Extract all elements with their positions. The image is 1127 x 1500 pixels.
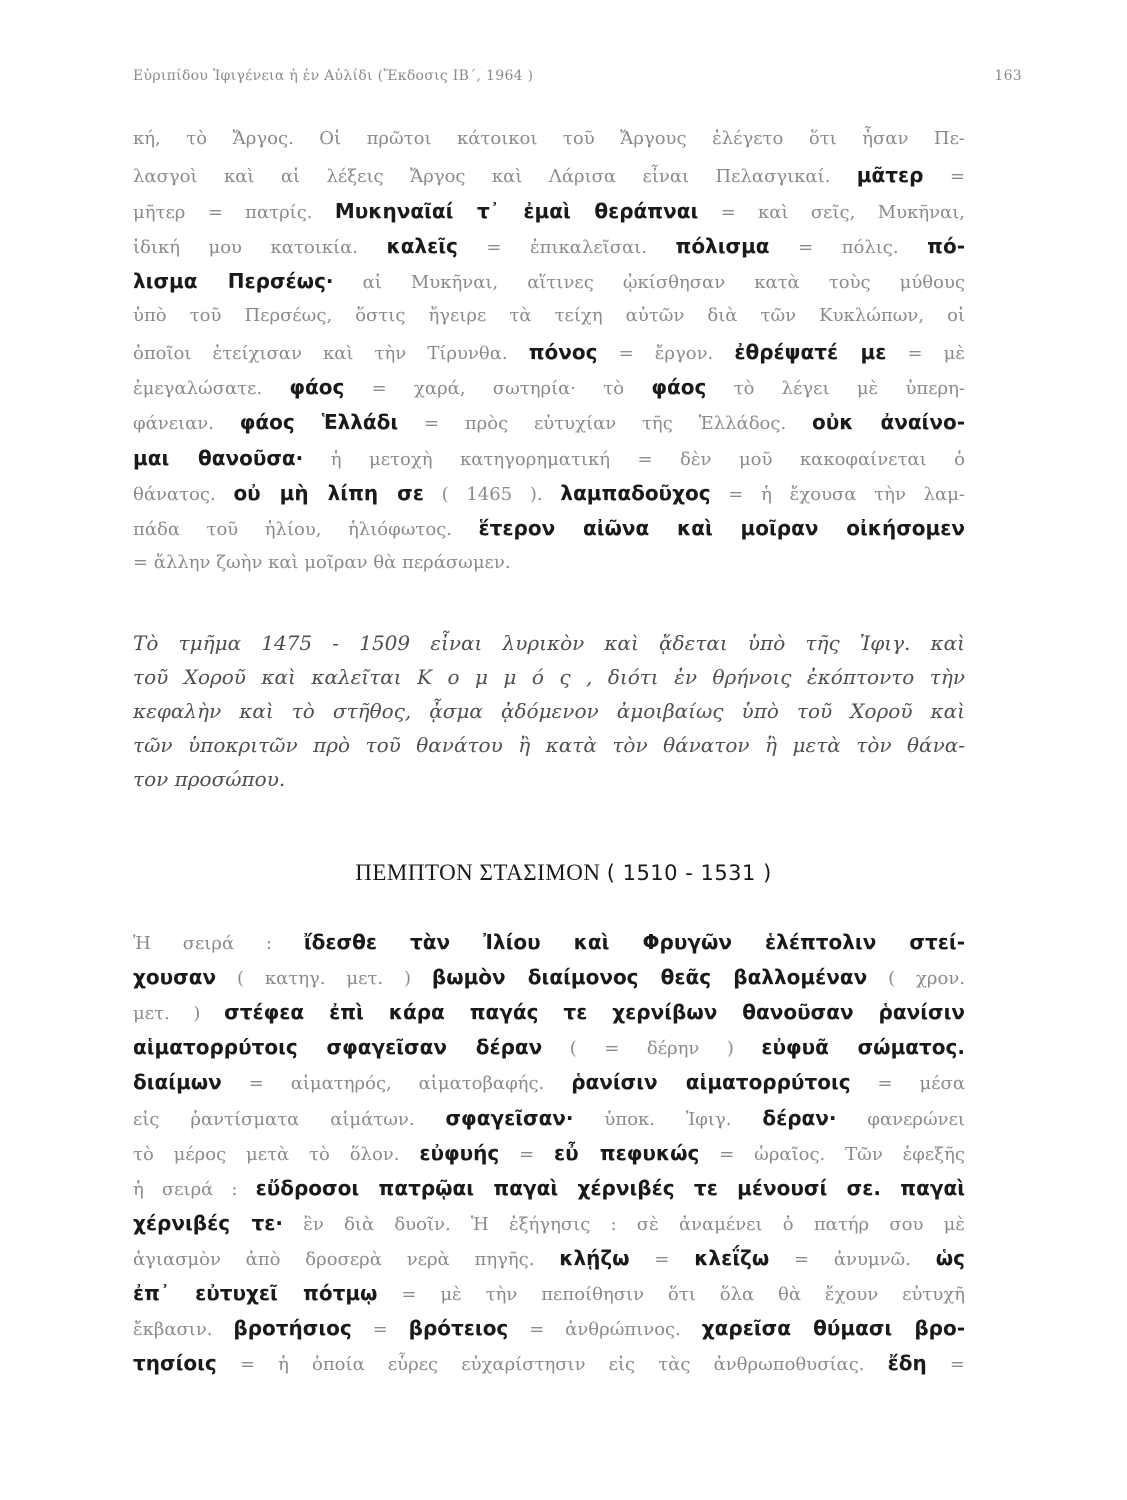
text-line (133, 1000, 965, 1024)
gloss-text: = καὶ σεῖς, Μυκῆναι, (698, 201, 965, 223)
gloss-text: ( 1465 ). (423, 484, 561, 505)
lemma-text: χέρνιβές τε· (133, 1210, 284, 1235)
gloss-text: θάνατος. (133, 484, 234, 505)
lemma-text: δέραν· (762, 1105, 837, 1130)
running-header (133, 68, 1022, 84)
section-heading (0, 860, 1127, 886)
lemma-text: Μυκηναῖαί τ᾽ ἐμαὶ θεράπναι (334, 198, 699, 223)
lemma-text: φάος (289, 375, 345, 400)
lemma-text: χαρεῖσα θύμασι βρο- (701, 1316, 965, 1341)
lemma-text: κλῄζω (559, 1245, 630, 1270)
text-line (133, 340, 965, 364)
section-line-range: ( 1510 - 1531 ) (606, 861, 772, 885)
gloss-text: ἡ σειρά : (133, 1178, 256, 1200)
gloss-text: φάνειαν. (133, 413, 240, 435)
text-line (133, 1211, 965, 1235)
note-line: Τὸ τμῆμα 1475 - 1509 εἶναι λυρικὸν καὶ ᾄδεται ὑπὸ τῆς Ἰφιγ. καὶ (133, 631, 965, 655)
text-line (133, 375, 965, 399)
text-line (133, 234, 965, 258)
text-line (133, 199, 965, 223)
gloss-text: ἓν διὰ δυοῖν. Ἡ ἐξήγησις : σὲ ἀναμένει ὁ πατήρ σου μὲ (283, 1213, 965, 1235)
gloss-text: = (923, 166, 965, 188)
text-line (133, 1035, 965, 1059)
gloss-text: ( κατηγ. μετ. ) (216, 968, 432, 990)
gloss-text: = ἡ ὁποία εὗρες εὐχαρίστησιν εἰς τὰς ἀνθρωποθυσίας. (216, 1354, 888, 1376)
lemma-text: ῥανίσιν αἱματορρύτοις (571, 1070, 851, 1095)
gloss-text: = μὲ (886, 342, 966, 364)
gloss-text: ἰδική μου κατοικία. (133, 236, 387, 258)
gloss-text: = (351, 1319, 409, 1341)
gloss-text: ὑποκ. Ἰφιγ. (573, 1108, 763, 1130)
lemma-text: φάος Ἑλλάδι (239, 410, 399, 435)
gloss-text: ὁποῖοι ἐτείχισαν καὶ τὴν Τίρυνθα. (133, 342, 529, 364)
lemma-text: διαίμων (133, 1070, 222, 1095)
lemma-text: τησίοις (133, 1351, 217, 1376)
gloss-text: κή, τὸ Ἄργος. Οἱ πρῶτοι κάτοικοι τοῦ Ἄργους ἐλέγετο ὅτι ἦσαν Πε- (133, 128, 965, 149)
lemma-text: πόλισμα (675, 233, 770, 258)
lemma-text: πό- (927, 233, 966, 258)
gloss-text: ἔκβασιν. (133, 1319, 234, 1341)
text-line (133, 269, 965, 293)
text-line (133, 163, 965, 187)
lemma-text: λαμπαδοῦχος (560, 481, 711, 505)
gloss-text: = χαρά, σωτηρία· τὸ (344, 378, 652, 400)
gloss-text: = ἀνθρώπινος. (508, 1319, 702, 1341)
lemma-text: εὐφυής (419, 1140, 500, 1165)
lemma-text: ἕτερον αἰῶνα καὶ μοῖραν οἰκήσομεν (478, 516, 965, 541)
lemma-text: εὖ πεφυκώς (554, 1140, 700, 1165)
lemma-text: οὐκ ἀναίνο- (811, 410, 966, 435)
text-line (133, 481, 965, 505)
note-line: τον προσώπου. (133, 767, 286, 791)
gloss-text: = πόλις. (769, 236, 928, 258)
section-title: ΠΕΜΠΤΟΝ ΣΤΑΣΙΜΟΝ (355, 860, 601, 885)
text-line (133, 1246, 965, 1270)
gloss-text: = αἱματηρός, αἱματοβαφής. (221, 1073, 572, 1095)
gloss-text: = πρὸς εὐτυχίαν τῆς Ἑλλάδος. (398, 413, 812, 435)
gloss-text: φανερώνει (836, 1108, 965, 1130)
lemma-text: οὐ μὴ λίπη σε (233, 481, 424, 505)
page-number: 163 (994, 68, 1022, 84)
gloss-text: λασγοὶ καὶ αἱ λέξεις Ἄργος καὶ Λάρισα εἶναι Πελασγικαί. (133, 166, 857, 188)
lemma-text: λισμα Περσέως· (133, 269, 334, 294)
lemma-text: μᾶτερ (856, 163, 924, 188)
text-line (133, 1141, 965, 1165)
text-line (133, 1070, 965, 1094)
gloss-text: ἁγιασμὸν ἀπὸ δροσερὰ νερὰ πηγῆς. (133, 1248, 560, 1270)
lemma-text: πόνος (528, 339, 598, 364)
gloss-text: = (499, 1143, 555, 1165)
note-line: κεφαλὴν καὶ τὸ στῆθος, ᾆσμα ᾀδόμενον ἀμοιβαίως ὑπὸ τοῦ Χοροῦ καὶ (133, 699, 965, 723)
gloss-text: = ἐπικαλεῖσαι. (457, 236, 676, 258)
lemma-text: ἐπ᾽ εὐτυχεῖ πότμῳ (133, 1281, 378, 1305)
gloss-text: τὸ μέρος μετὰ τὸ ὅλον. (133, 1143, 420, 1165)
text-line (133, 552, 965, 573)
text-line (133, 1176, 965, 1200)
text-line (133, 1281, 965, 1305)
note-line: τοῦ Χοροῦ καὶ καλεῖται Κ ο μ μ ό ς , διότι ἐν θρήνοις ἐκόπτοντο τὴν (133, 665, 965, 689)
gloss-text: ἐμεγαλώσατε. (133, 378, 290, 400)
text-line (133, 1316, 965, 1340)
gloss-text: μετ. ) (133, 1003, 225, 1025)
text-line (133, 1351, 965, 1375)
note-line: τῶν ὑποκριτῶν πρὸ τοῦ θανάτου ἢ κατὰ τὸν θάνατον ἢ μετὰ τὸν θάνα- (133, 733, 965, 757)
gloss-text: = (629, 1248, 695, 1270)
lemma-text: ὡς (935, 1245, 966, 1270)
gloss-text: = ἀνυμνῶ. (769, 1248, 936, 1270)
lemma-text: εὔδροσοι πατρῷαι παγαὶ χέρνιβές τε μένουσί σε. παγαὶ (255, 1175, 966, 1200)
gloss-text: ὑπὸ τοῦ Περσέως, ὅστις ἤγειρε τὰ τείχη αὐτῶν διὰ τῶν Κυκλώπων, οἱ (133, 304, 965, 326)
lemma-text: χουσαν (133, 965, 217, 990)
text-line (133, 965, 965, 989)
text-line (133, 930, 965, 954)
text-line (133, 516, 965, 540)
gloss-text: εἰς ῥαντίσματα αἱμάτων. (133, 1108, 446, 1130)
gloss-text: ἡ μετοχὴ κατηγορηματική = δὲν μοῦ κακοφαίνεται ὁ (303, 448, 965, 470)
lemma-text: βροτήσιος (233, 1316, 352, 1341)
gloss-text: = μὲ τὴν πεποίθησιν ὅτι ὅλα θὰ ἔχουν εὐτυχῆ (377, 1284, 965, 1305)
text-line (133, 1106, 965, 1130)
lemma-text: στέφεα ἐπὶ κάρα παγάς τε χερνίβων θανοῦσαν ῥανίσιν (224, 1000, 966, 1025)
gloss-text: Ἡ σειρά : (133, 933, 304, 954)
gloss-text: μῆτερ = πατρίς. (133, 201, 335, 223)
gloss-text: αἱ Μυκῆναι, αἵτινες ᾠκίσθησαν κατὰ τοὺς μύθους (333, 272, 965, 294)
gloss-text: = μέσα (850, 1073, 965, 1095)
lemma-text: βωμὸν διαίμονος θεᾶς βαλλομέναν (431, 965, 868, 990)
lemma-text: σφαγεῖσαν· (445, 1105, 574, 1130)
gloss-text: = ἄλλην ζωὴν καὶ μοῖραν θὰ περάσωμεν. (133, 551, 511, 573)
gloss-text: = ὡραῖος. Τῶν ἐφεξῆς (699, 1143, 965, 1165)
gloss-text: ( = δέρην ) (542, 1038, 762, 1060)
text-line (133, 410, 965, 434)
lemma-text: ἔδη (887, 1351, 927, 1376)
lemma-text: κλεΐζω (694, 1245, 770, 1270)
running-title: Εὐριπίδου Ἰφιγένεια ἡ ἐν Αὐλίδι (Ἔκδοσις ΙΒ΄, 1964 ) (133, 68, 534, 84)
text-line (133, 446, 965, 470)
lemma-text: βρότειος (408, 1316, 509, 1341)
lemma-text: καλεῖς (386, 233, 458, 258)
gloss-text: τὸ λέγει μὲ ὑπερη- (706, 378, 965, 400)
gloss-text: = (926, 1354, 965, 1376)
lemma-text: μαι θανοῦσα· (133, 445, 304, 470)
text-line (133, 305, 965, 326)
lemma-text: εὐφυᾶ σώματος. (761, 1035, 965, 1060)
lemma-text: αἱματορρύτοις σφαγεῖσαν δέραν (133, 1035, 543, 1060)
gloss-text: = ἔργον. (597, 342, 735, 364)
lemma-text: ἐθρέψατέ με (734, 339, 887, 364)
text-line (133, 128, 965, 149)
lemma-text: φάος (651, 375, 707, 400)
lemma-text: ἴδεσθε τὰν Ἰλίου καὶ Φρυγῶν ἑλέπτολιν στεί- (303, 930, 965, 954)
gloss-text: = ἡ ἔχουσα τὴν λαμ- (710, 484, 965, 505)
gloss-text: ( χρον. (867, 968, 965, 990)
gloss-text: πάδα τοῦ ἡλίου, ἡλιόφωτος. (133, 519, 479, 541)
